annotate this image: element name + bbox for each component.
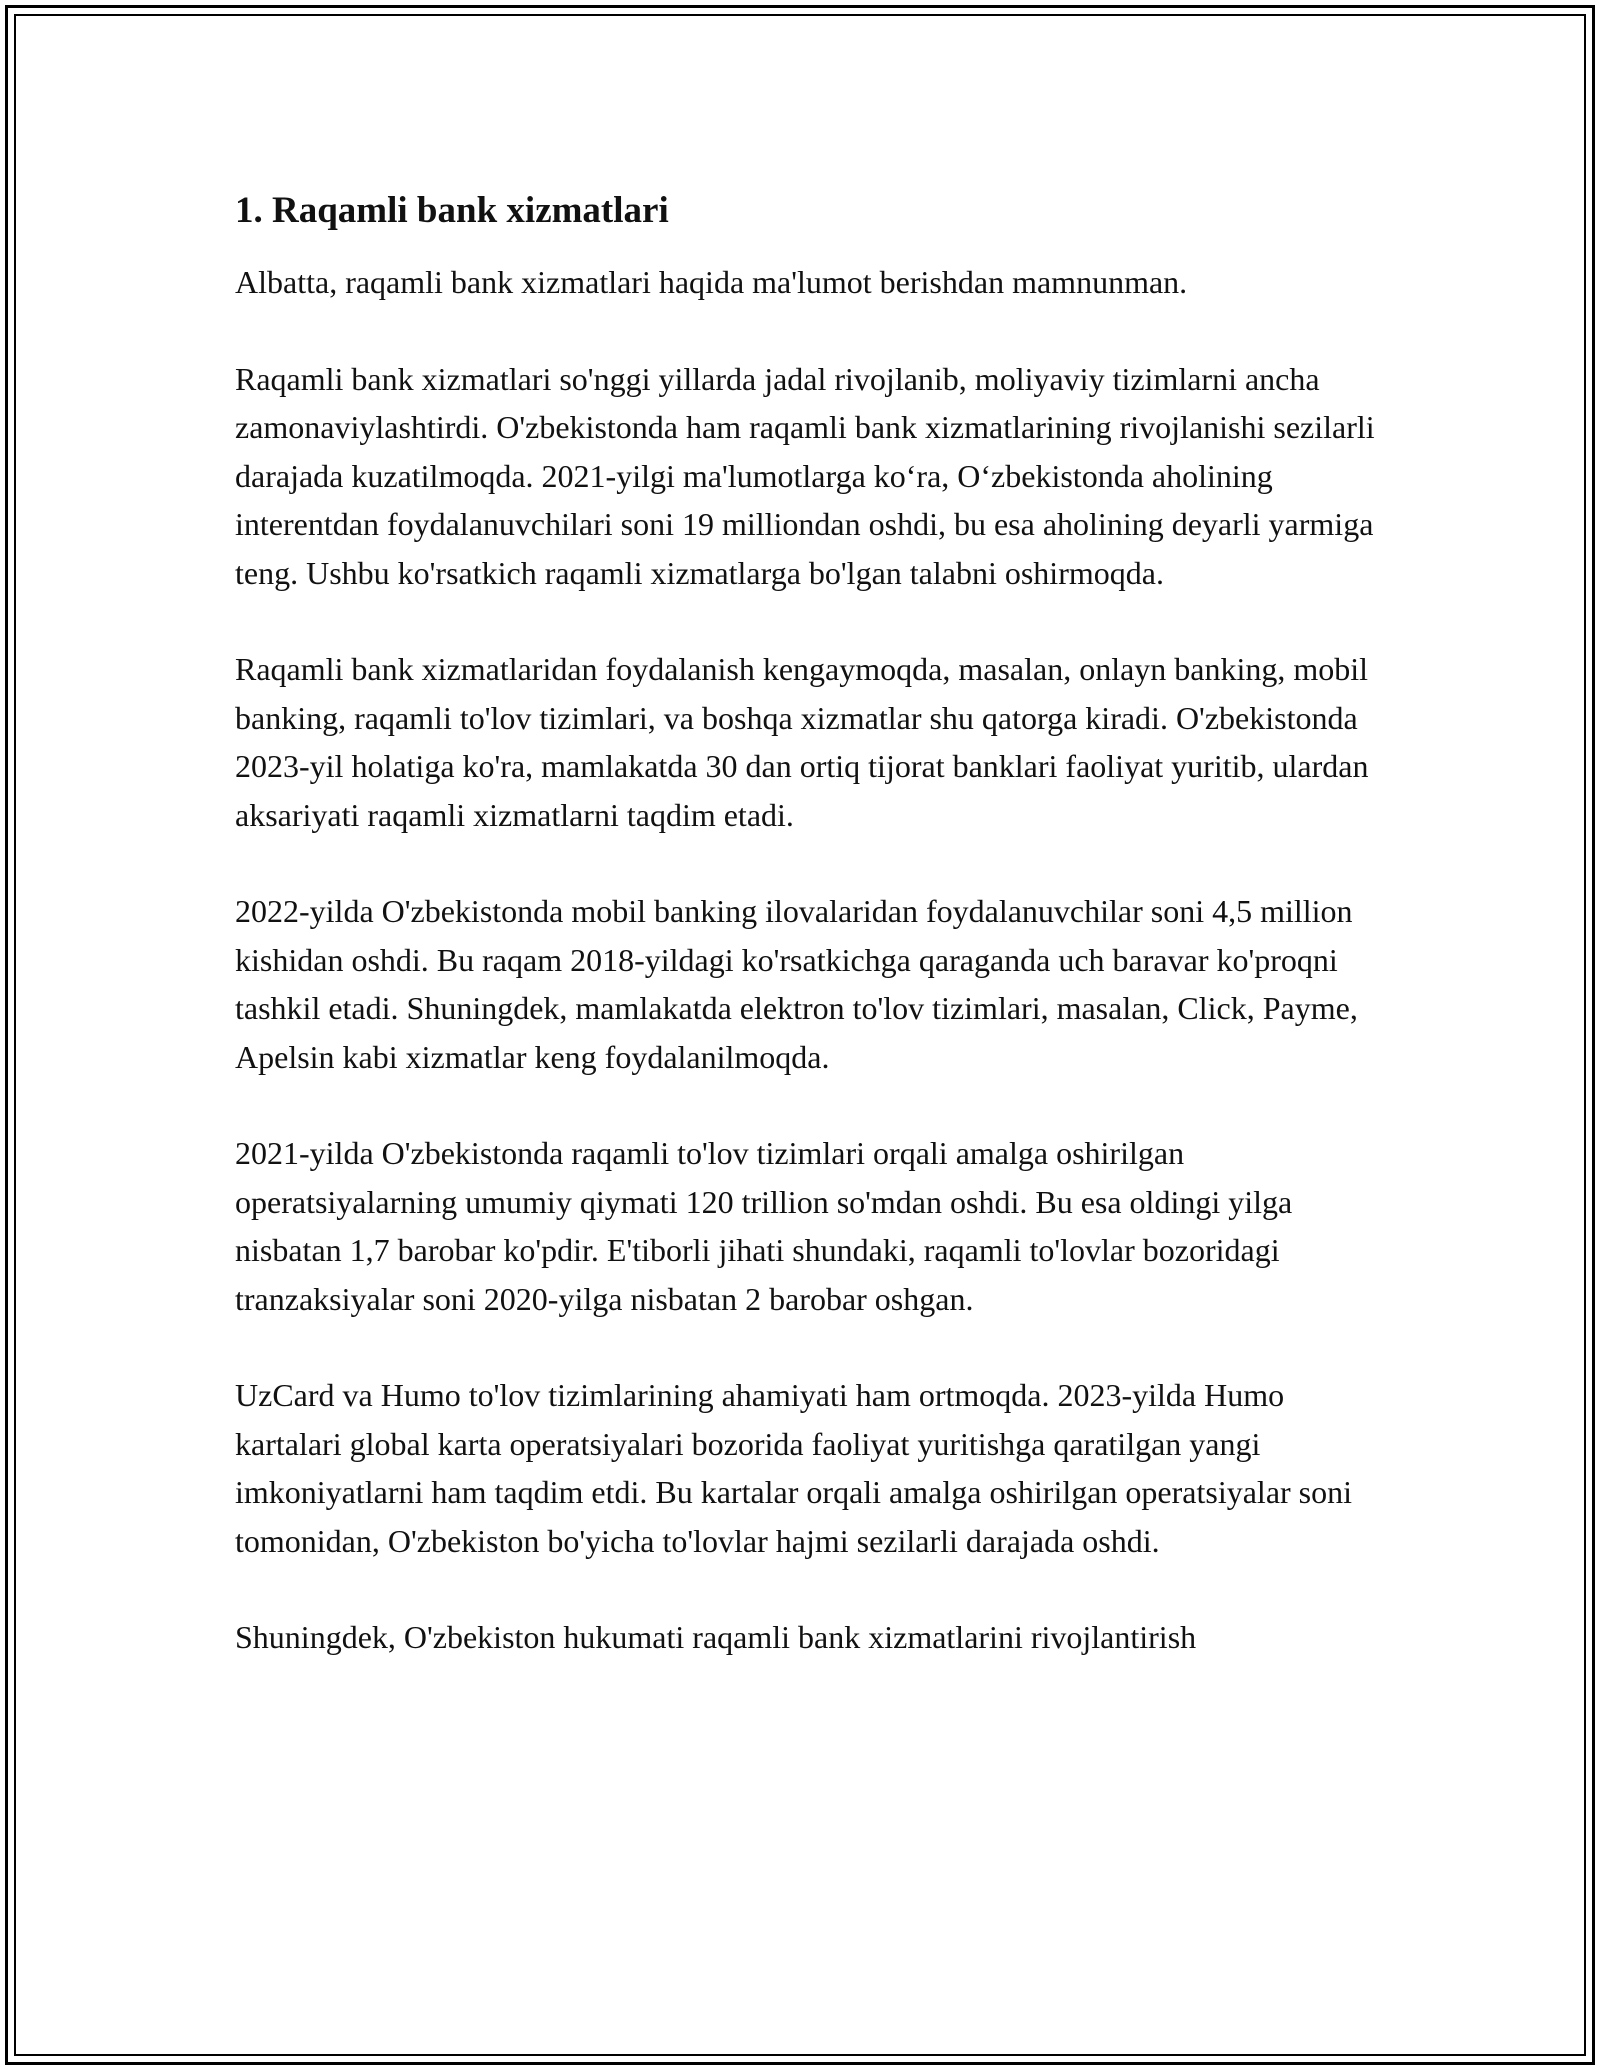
document-body (235, 188, 1385, 1710)
paragraph: Raqamli bank xizmatlaridan foydalanish kengaymoqda, masalan, onlayn banking, mobil banking, raqamli to'lov tizimlari, va boshqa xizmatlar shu qatorga kiradi. O'zbekistonda 2023-yil holatiga ko'ra, mamlakatda 30 dan ortiq tijorat banklari faoliyat yuritib, ulardan aksariyati raqamli xizmatlarni taqdim etadi. (235, 651, 1369, 833)
paragraph-truncated: Shuningdek, O'zbekiston hukumati raqamli bank xizmatlarini rivojlantirish (235, 1619, 1197, 1655)
paragraph: UzCard va Humo to'lov tizimlarining ahamiyati ham ortmoqda. 2023-yilda Humo kartalari global karta operatsiyalari bozorida faoliyat yuritishga qaratilgan yangi imkoniyatlarni ham taqdim etdi. Bu kartalar orqali amalga oshirilgan operatsiyalar soni tomonidan, O'zbekiston bo'yicha to'lovlar hajmi sezilarli darajada oshdi. (235, 1377, 1353, 1559)
paragraph-intro: Albatta, raqamli bank xizmatlari haqida ma'lumot berishdan mamnunman. (235, 264, 1188, 300)
paragraph: 2021-yilda O'zbekistonda raqamli to'lov tizimlari orqali amalga oshirilgan operatsiyalarning umumiy qiymati 120 trillion so'mdan oshdi. Bu esa oldingi yilga nisbatan 1,7 barobar ko'pdir. E'tiborli jihati shundaki, raqamli to'lovlar bozoridagi tranzaksiyalar soni 2020-yilga nisbatan 2 barobar oshgan. (235, 1135, 1293, 1317)
paragraph: 2022-yilda O'zbekistonda mobil banking ilovalaridan foydalanuvchilar soni 4,5 million kishidan oshdi. Bu raqam 2018-yildagi ko'rsatkichga qaraganda uch baravar ko'proqni tashkil etadi. Shuningdek, mamlakatda elektron to'lov tizimlari, masalan, Click, Payme, Apelsin kabi xizmatlar keng foydalanilmoqda. (235, 893, 1358, 1075)
section-heading: 1. Raqamli bank xizmatlari (235, 190, 669, 231)
paragraph: Raqamli bank xizmatlari so'nggi yillarda jadal rivojlanib, moliyaviy tizimlarni ancha zamonaviylashtirdi. O'zbekistonda ham raqamli bank xizmatlarining rivojlanishi sezilarli darajada kuzatilmoqda. 2021-yilgi ma'lumotlarga koʻra, Oʻzbekistonda aholining interentdan foydalanuvchilari soni 19 milliondan oshdi, bu esa aholining deyarli yarmiga teng. Ushbu ko'rsatkich raqamli xizmatlarga bo'lgan talabni oshirmoqda. (235, 360, 1375, 591)
